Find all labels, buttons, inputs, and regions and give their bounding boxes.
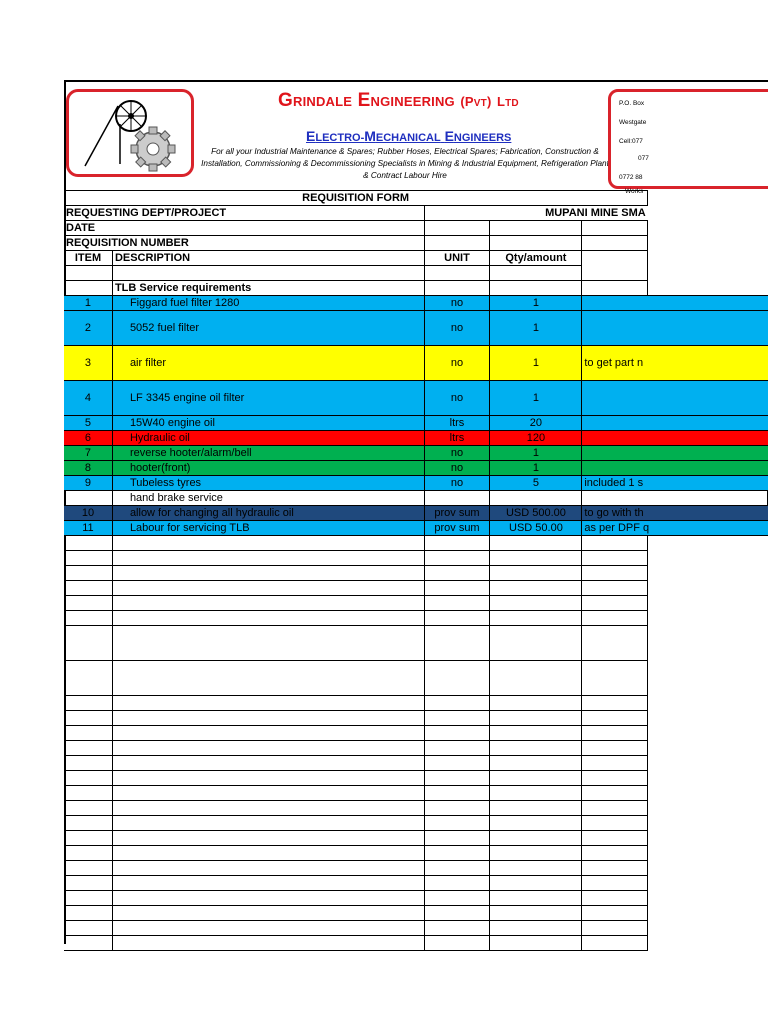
empty-cell[interactable]	[112, 831, 424, 846]
empty-cell[interactable]	[112, 661, 424, 696]
table-row[interactable]	[64, 461, 768, 476]
req-number-cell[interactable]	[582, 236, 648, 251]
empty-cell[interactable]	[64, 726, 112, 741]
empty-cell[interactable]	[424, 846, 490, 861]
address-line: Westgate	[619, 119, 647, 126]
col-qty-header: Qty/amount	[490, 251, 582, 266]
empty-cell[interactable]	[64, 661, 112, 696]
address-line: Works	[625, 188, 644, 195]
table-row[interactable]	[64, 506, 768, 521]
empty-row[interactable]	[64, 551, 768, 566]
empty-cell[interactable]	[582, 846, 648, 861]
empty-cell[interactable]	[112, 906, 424, 921]
empty-cell[interactable]	[490, 626, 582, 661]
empty-cell[interactable]	[112, 891, 424, 906]
empty-cell[interactable]	[582, 801, 648, 816]
empty-cell[interactable]	[490, 756, 582, 771]
empty-row[interactable]	[64, 626, 768, 661]
empty-cell[interactable]	[112, 596, 424, 611]
empty-cell[interactable]	[112, 846, 424, 861]
empty-cell[interactable]	[582, 816, 648, 831]
empty-cell[interactable]	[424, 891, 490, 906]
empty-cell[interactable]	[424, 861, 490, 876]
empty-cell[interactable]	[490, 611, 582, 626]
empty-cell[interactable]	[424, 661, 490, 696]
empty-cell[interactable]	[112, 876, 424, 891]
item-qty[interactable]	[490, 491, 582, 506]
empty-cell[interactable]	[490, 771, 582, 786]
item-number[interactable]: 9	[64, 476, 112, 491]
item-qty[interactable]: 1	[490, 446, 582, 461]
empty-cell[interactable]	[582, 936, 648, 951]
item-qty[interactable]: 5	[490, 476, 582, 491]
empty-cell[interactable]	[112, 696, 424, 711]
empty-cell[interactable]	[490, 551, 582, 566]
address-line: Cell:077	[619, 138, 643, 145]
item-unit[interactable]: prov sum	[424, 506, 490, 521]
empty-row[interactable]	[64, 536, 768, 551]
empty-cell[interactable]	[582, 786, 648, 801]
empty-cell[interactable]	[424, 906, 490, 921]
empty-row[interactable]	[64, 786, 768, 801]
empty-cell[interactable]	[582, 696, 648, 711]
item-note[interactable]: to get part n	[582, 346, 768, 381]
empty-row[interactable]	[64, 741, 768, 756]
empty-cell[interactable]	[490, 921, 582, 936]
company-subtitle: ELECTRO-MECHANICAL ENGINEERS	[306, 128, 512, 144]
empty-cell[interactable]	[64, 906, 112, 921]
empty-row[interactable]	[64, 906, 768, 921]
empty-cell[interactable]	[582, 771, 648, 786]
empty-row[interactable]	[64, 696, 768, 711]
empty-cell[interactable]	[64, 566, 112, 581]
notes-header	[582, 251, 648, 281]
item-description[interactable]: air filter	[112, 346, 424, 381]
letterhead	[66, 84, 768, 195]
empty-cell[interactable]	[490, 831, 582, 846]
table-row[interactable]	[64, 446, 768, 461]
empty-cell[interactable]	[112, 921, 424, 936]
table-row[interactable]	[64, 296, 768, 311]
empty-cell[interactable]	[112, 611, 424, 626]
item-note[interactable]: included 1 s	[582, 476, 768, 491]
item-unit[interactable]	[424, 491, 490, 506]
item-note[interactable]	[582, 446, 768, 461]
item-unit[interactable]: ltrs	[424, 431, 490, 446]
empty-row[interactable]	[64, 816, 768, 831]
empty-cell[interactable]	[490, 786, 582, 801]
empty-cell[interactable]	[490, 876, 582, 891]
dept-value[interactable]: MUPANI MINE SMA	[424, 206, 648, 221]
empty-cell[interactable]	[424, 726, 490, 741]
item-unit[interactable]: no	[424, 446, 490, 461]
empty-cell[interactable]	[64, 581, 112, 596]
empty-cell[interactable]	[582, 861, 648, 876]
item-unit[interactable]: prov sum	[424, 521, 490, 536]
empty-cell[interactable]	[582, 581, 648, 596]
empty-row[interactable]	[64, 611, 768, 626]
empty-row[interactable]	[64, 756, 768, 771]
item-unit[interactable]: no	[424, 311, 490, 346]
company-logo	[66, 89, 194, 177]
empty-row[interactable]	[64, 861, 768, 876]
empty-cell[interactable]	[112, 756, 424, 771]
table-row[interactable]	[64, 311, 768, 346]
empty-cell[interactable]	[112, 726, 424, 741]
empty-cell[interactable]	[424, 596, 490, 611]
empty-cell[interactable]	[112, 801, 424, 816]
empty-cell[interactable]	[582, 726, 648, 741]
empty-cell[interactable]	[490, 861, 582, 876]
item-note[interactable]	[582, 491, 768, 506]
empty-cell[interactable]	[582, 921, 648, 936]
empty-cell[interactable]	[112, 861, 424, 876]
req-number-cell[interactable]	[490, 236, 582, 251]
item-note[interactable]	[582, 416, 768, 431]
item-note[interactable]	[582, 461, 768, 476]
item-qty[interactable]: 1	[490, 461, 582, 476]
date-cell[interactable]	[424, 221, 490, 236]
empty-cell[interactable]	[424, 771, 490, 786]
item-unit[interactable]: no	[424, 296, 490, 311]
item-qty[interactable]: 1	[490, 296, 582, 311]
empty-cell[interactable]	[64, 846, 112, 861]
empty-cell[interactable]	[64, 536, 112, 551]
item-description[interactable]: Labour for servicing TLB	[112, 521, 424, 536]
item-description[interactable]: LF 3345 engine oil filter	[112, 381, 424, 416]
item-unit[interactable]: no	[424, 476, 490, 491]
item-description[interactable]: hand brake service	[112, 491, 424, 506]
empty-cell[interactable]	[112, 771, 424, 786]
empty-cell[interactable]	[490, 726, 582, 741]
empty-cell[interactable]	[490, 566, 582, 581]
item-note[interactable]	[582, 431, 768, 446]
empty-cell[interactable]	[64, 936, 112, 951]
empty-row[interactable]	[64, 846, 768, 861]
empty-cell[interactable]	[64, 876, 112, 891]
item-note[interactable]	[582, 296, 768, 311]
empty-cell[interactable]	[582, 711, 648, 726]
empty-cell[interactable]	[64, 711, 112, 726]
item-qty[interactable]: USD 500.00	[490, 506, 582, 521]
empty-row[interactable]	[64, 801, 768, 816]
empty-cell[interactable]	[490, 596, 582, 611]
item-unit[interactable]: no	[424, 381, 490, 416]
empty-cell[interactable]	[64, 801, 112, 816]
empty-cell[interactable]	[490, 891, 582, 906]
empty-cell[interactable]	[490, 846, 582, 861]
date-cell[interactable]	[582, 221, 648, 236]
empty-cell[interactable]	[112, 711, 424, 726]
empty-cell[interactable]	[424, 611, 490, 626]
empty-cell[interactable]	[582, 596, 648, 611]
empty-cell[interactable]	[582, 741, 648, 756]
req-number-cell[interactable]	[424, 236, 490, 251]
empty-cell[interactable]	[490, 536, 582, 551]
empty-cell[interactable]	[490, 816, 582, 831]
address-line: 077	[638, 155, 649, 162]
company-name: GRINDALE ENGINEERING (PVT) LTD	[278, 90, 519, 111]
empty-cell[interactable]	[112, 536, 424, 551]
address-line: P.O. Box	[619, 100, 645, 107]
item-number[interactable]: 2	[64, 311, 112, 346]
empty-cell[interactable]	[424, 551, 490, 566]
empty-cell[interactable]	[582, 661, 648, 696]
empty-cell[interactable]	[64, 741, 112, 756]
address-box	[608, 89, 768, 195]
req-number-label: REQUISITION NUMBER	[64, 236, 424, 251]
empty-row[interactable]	[64, 921, 768, 936]
item-qty[interactable]: 20	[490, 416, 582, 431]
col-unit-header: UNIT	[424, 251, 490, 266]
empty-cell[interactable]	[64, 771, 112, 786]
empty-cell[interactable]	[64, 626, 112, 661]
item-qty[interactable]: USD 50.00	[490, 521, 582, 536]
item-description[interactable]: Tubeless tyres	[112, 476, 424, 491]
empty-cell[interactable]	[490, 581, 582, 596]
empty-cell[interactable]	[64, 816, 112, 831]
empty-cell[interactable]	[112, 566, 424, 581]
item-description[interactable]: hooter(front)	[112, 461, 424, 476]
col-item-header: ITEM	[64, 251, 112, 266]
empty-cell[interactable]	[424, 831, 490, 846]
table-row[interactable]	[64, 416, 768, 431]
empty-cell[interactable]	[424, 581, 490, 596]
empty-cell[interactable]	[490, 711, 582, 726]
empty-row[interactable]	[64, 581, 768, 596]
gear-pulley-icon	[73, 94, 193, 174]
date-cell[interactable]	[490, 221, 582, 236]
empty-cell[interactable]	[582, 536, 648, 551]
empty-cell[interactable]	[424, 566, 490, 581]
section-title: TLB Service requirements	[112, 281, 424, 296]
empty-cell[interactable]	[424, 786, 490, 801]
empty-cell[interactable]	[582, 566, 648, 581]
item-number[interactable]: 3	[64, 346, 112, 381]
empty-cell[interactable]	[64, 596, 112, 611]
empty-cell[interactable]	[424, 801, 490, 816]
item-qty[interactable]: 120	[490, 431, 582, 446]
empty-cell[interactable]	[424, 696, 490, 711]
item-description[interactable]: allow for changing all hydraulic oil	[112, 506, 424, 521]
empty-cell[interactable]	[582, 611, 648, 626]
item-note[interactable]	[582, 381, 768, 416]
item-number[interactable]: 8	[64, 461, 112, 476]
item-unit[interactable]: no	[424, 461, 490, 476]
requisition-table	[64, 190, 768, 951]
item-note[interactable]: as per DPF q	[582, 521, 768, 536]
empty-cell[interactable]	[112, 816, 424, 831]
empty-cell[interactable]	[424, 876, 490, 891]
item-description[interactable]: 5052 fuel filter	[112, 311, 424, 346]
empty-cell[interactable]	[64, 831, 112, 846]
empty-cell[interactable]	[490, 906, 582, 921]
item-qty[interactable]: 1	[490, 381, 582, 416]
empty-row[interactable]	[64, 726, 768, 741]
table-row[interactable]	[64, 346, 768, 381]
empty-cell[interactable]	[424, 816, 490, 831]
col-desc-header: DESCRIPTION	[112, 251, 424, 266]
item-unit[interactable]: no	[424, 346, 490, 381]
item-description[interactable]: reverse hooter/alarm/bell	[112, 446, 424, 461]
item-description[interactable]: Figgard fuel filter 1280	[112, 296, 424, 311]
empty-cell[interactable]	[490, 936, 582, 951]
table-row[interactable]	[64, 381, 768, 416]
item-number[interactable]: 4	[64, 381, 112, 416]
empty-cell[interactable]	[424, 626, 490, 661]
item-number[interactable]: 1	[64, 296, 112, 311]
empty-cell[interactable]	[490, 696, 582, 711]
empty-cell[interactable]	[64, 696, 112, 711]
item-description[interactable]: 15W40 engine oil	[112, 416, 424, 431]
item-unit[interactable]: ltrs	[424, 416, 490, 431]
empty-cell[interactable]	[112, 786, 424, 801]
item-description[interactable]: Hydraulic oil	[112, 431, 424, 446]
empty-cell[interactable]	[424, 756, 490, 771]
empty-row[interactable]	[64, 936, 768, 951]
empty-cell[interactable]	[582, 756, 648, 771]
empty-cell[interactable]	[64, 611, 112, 626]
empty-cell[interactable]	[112, 741, 424, 756]
empty-cell[interactable]	[64, 756, 112, 771]
item-number[interactable]: 10	[64, 506, 112, 521]
address-line: 0772 88	[619, 174, 643, 181]
empty-cell[interactable]	[490, 741, 582, 756]
empty-cell[interactable]	[424, 711, 490, 726]
empty-cell[interactable]	[582, 551, 648, 566]
table-row[interactable]	[64, 521, 768, 536]
empty-cell[interactable]	[64, 891, 112, 906]
empty-cell[interactable]	[64, 921, 112, 936]
empty-row[interactable]	[64, 771, 768, 786]
company-description: For all your Industrial Maintenance & Spares; Rubber Hoses, Electrical Spares; Fabrication, Construction & Installation, Commissioning & Decommissioning Specialists in Mining & Industrial Equipment, Refrigeration Plant & Contract Labour Hire	[201, 147, 609, 180]
empty-cell[interactable]	[582, 831, 648, 846]
dept-label: REQUESTING DEPT/PROJECT	[64, 206, 424, 221]
item-number[interactable]	[64, 491, 112, 506]
empty-cell[interactable]	[112, 551, 424, 566]
item-qty[interactable]: 1	[490, 346, 582, 381]
empty-cell[interactable]	[582, 891, 648, 906]
date-label: DATE	[64, 221, 424, 236]
empty-cell[interactable]	[424, 536, 490, 551]
empty-row[interactable]	[64, 566, 768, 581]
empty-cell[interactable]	[112, 626, 424, 661]
empty-cell[interactable]	[64, 786, 112, 801]
empty-cell[interactable]	[424, 741, 490, 756]
item-number[interactable]: 5	[64, 416, 112, 431]
empty-cell[interactable]	[112, 936, 424, 951]
empty-row[interactable]	[64, 596, 768, 611]
item-qty[interactable]: 1	[490, 311, 582, 346]
empty-row[interactable]	[64, 876, 768, 891]
empty-row[interactable]	[64, 661, 768, 696]
empty-cell[interactable]	[112, 581, 424, 596]
empty-cell[interactable]	[582, 626, 648, 661]
item-note[interactable]: to go with th	[582, 506, 768, 521]
item-number[interactable]: 11	[64, 521, 112, 536]
empty-cell[interactable]	[582, 906, 648, 921]
empty-cell[interactable]	[424, 921, 490, 936]
empty-row[interactable]	[64, 711, 768, 726]
item-number[interactable]: 7	[64, 446, 112, 461]
empty-row[interactable]	[64, 831, 768, 846]
table-row[interactable]	[64, 431, 768, 446]
top-border	[64, 80, 768, 82]
empty-cell[interactable]	[490, 661, 582, 696]
item-note[interactable]	[582, 311, 768, 346]
empty-cell[interactable]	[64, 551, 112, 566]
table-row[interactable]	[64, 491, 768, 506]
empty-cell[interactable]	[64, 861, 112, 876]
form-title: REQUISITION FORM	[64, 191, 648, 206]
item-number[interactable]: 6	[64, 431, 112, 446]
empty-cell[interactable]	[582, 876, 648, 891]
empty-cell[interactable]	[490, 801, 582, 816]
table-row[interactable]	[64, 476, 768, 491]
empty-cell[interactable]	[424, 936, 490, 951]
empty-row[interactable]	[64, 891, 768, 906]
